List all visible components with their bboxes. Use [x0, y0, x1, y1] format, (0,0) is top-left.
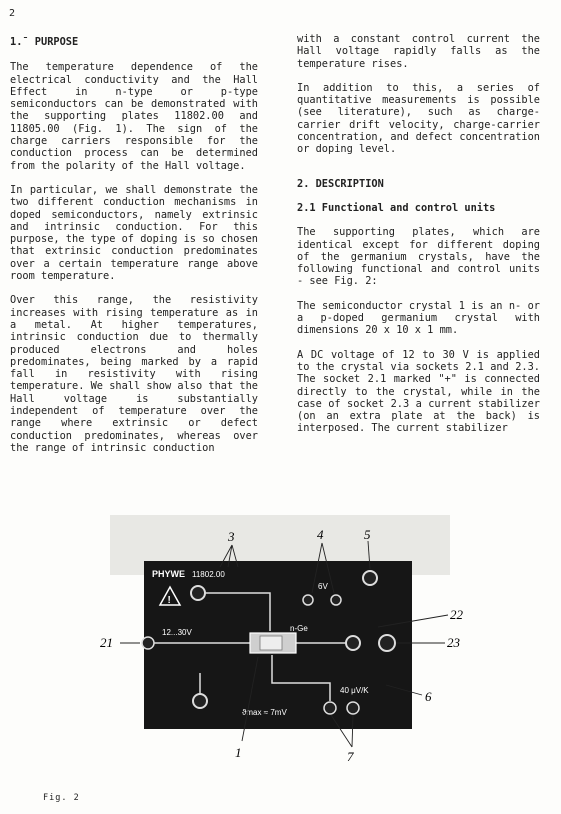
socket-6v-a: [303, 595, 313, 605]
callout-6: 6: [425, 689, 432, 704]
crystal-paragraph: The semiconductor crystal 1 is an n- or a p-doped germanium crystal with dimensions 20 x 10 x 1 mm.: [297, 299, 540, 337]
warning-exclamation: !: [167, 595, 171, 606]
figure-2: [100, 505, 480, 775]
callout-21: 21: [100, 635, 113, 650]
dc-voltage-paragraph: A DC voltage of 12 to 30 V is applied to the crystal via sockets 2.1 and 2.3. The socket 2.1 marked "+" is connected directly to the crystal, while in the case of socket 2.3 a current stabilizer (on an extra plate at the back) is interposed. The current stabilizer: [297, 348, 540, 435]
purpose-paragraph-3: Over this range, the resistivity increases with rising temperature as in a metal. At higher temperatures, intrinsic conduction due to thermally produced electrons and holes predominates, being marked by a rapid fall in resistivity with rising temperature. We shall show also that the Hall voltage is substantially independent of temperature over the range where extrinsic or defect conduction predominates, whereas over the range of intrinsic conduction: [10, 294, 258, 454]
socket-5: [363, 571, 377, 585]
callout-23: 23: [447, 635, 460, 650]
figure-caption: Fig. 2: [43, 793, 80, 803]
six-volt-label: 6V: [318, 582, 328, 591]
quantitative-paragraph: In addition to this, a series of quantitative measurements is possible (see literature), such as charge-carrier drift velocity, charge-carrier concentration, and defect concentration or doping level.: [297, 81, 540, 156]
purpose-paragraph-1: The temperature dependence of the electrical conductivity and the Hall Effect in n-type or p-type semiconductors can be demonstrated with the supporting plates 11802.00 and 11805.00 (Fig. 1). The sign of the charge carriers responsible for the conduction process can be determined from the polarity of the Hall voltage.: [10, 61, 258, 172]
socket-lower-left: [193, 694, 207, 708]
purpose-heading: 1.ˉ PURPOSE: [10, 36, 79, 48]
socket-3: [191, 586, 205, 600]
purpose-paragraph-2: In particular, we shall demonstrate the two different conduction mechanisms in doped semiconductors, namely extrinsic and intrinsic conduction. For this purpose, the type of doping is so chosen that extrinsic conduction predominates over a certain temperature range above room temperature.: [10, 183, 258, 283]
callout-4: 4: [317, 527, 324, 542]
socket-6v-b: [331, 595, 341, 605]
callout-1: 1: [235, 745, 242, 760]
part-number-label: 11802.00: [192, 570, 225, 579]
socket-7b: [347, 702, 359, 714]
purpose-continuation: with a constant control current the Hall voltage rapidly falls as the temperature rises.: [297, 33, 540, 70]
socket-2-3: [379, 635, 395, 651]
callout-3: 3: [228, 529, 235, 544]
right-column: [297, 33, 540, 447]
callout-22: 22: [450, 607, 463, 622]
sensitivity-label: 40 μV/K: [340, 686, 369, 695]
socket-7a: [324, 702, 336, 714]
voltage-range-label: 12...30V: [162, 628, 192, 637]
theta-max-label: ϑmax ≈ 7mV: [242, 708, 287, 717]
figure-2-illustration: [100, 505, 480, 775]
callout-7: 7: [347, 749, 354, 764]
functional-units-heading: 2.1 Functional and control units: [297, 201, 496, 214]
socket-2-1: [142, 637, 154, 649]
callout-5: 5: [364, 527, 371, 542]
page-number: 2: [9, 8, 16, 19]
description-heading: 2. DESCRIPTION: [297, 177, 384, 190]
crystal-core: [260, 636, 282, 650]
crystal-type-label: n-Ge: [290, 624, 308, 633]
supporting-plates-paragraph: The supporting plates, which are identical except for different doping of the germanium crystals, have the following functional and control units - see Fig. 2:: [297, 226, 540, 288]
left-column: [10, 32, 258, 466]
brand-label: PHYWE: [152, 569, 186, 579]
socket-2-2: [346, 636, 360, 650]
